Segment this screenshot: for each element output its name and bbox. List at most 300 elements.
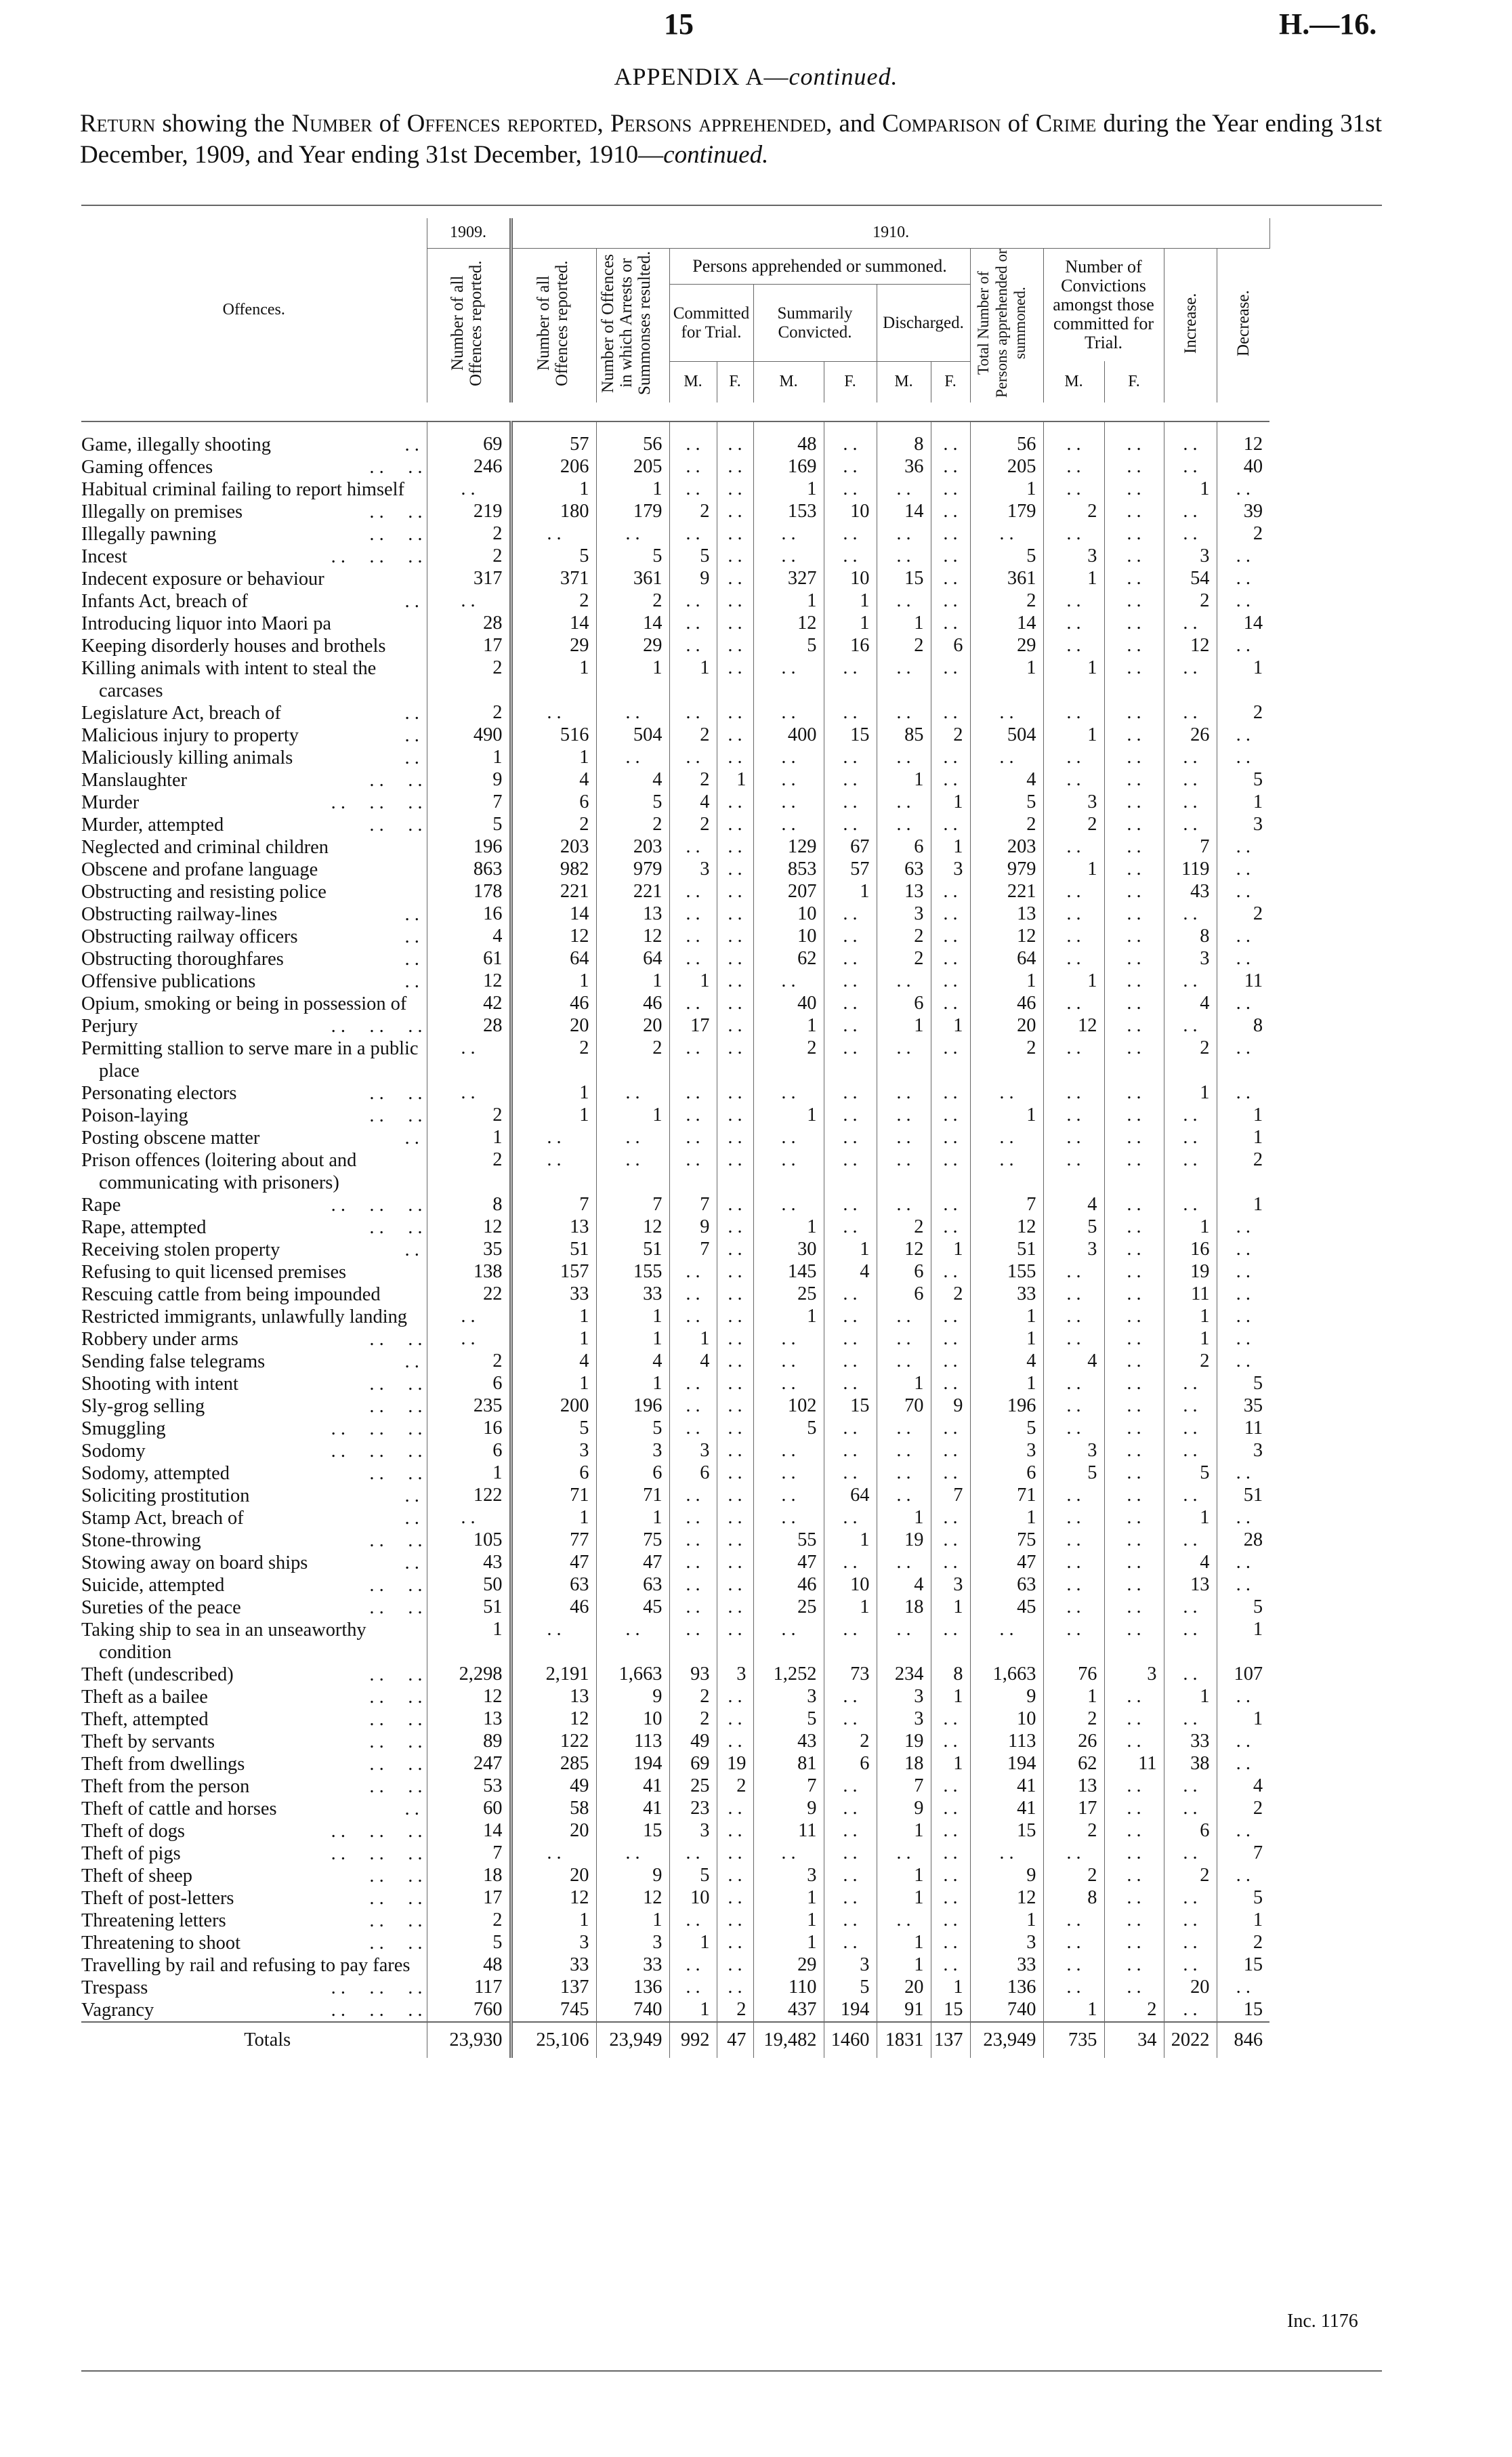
cell: 13 xyxy=(877,881,931,903)
cell: 2 xyxy=(824,1731,877,1753)
table-row xyxy=(81,1753,1382,1775)
cell: 10 xyxy=(824,568,877,590)
cell: . . xyxy=(931,993,970,1015)
table-row xyxy=(81,1485,1382,1507)
leader-dots: . . . . xyxy=(369,1865,423,1886)
cell: 8 xyxy=(1164,926,1217,948)
offence-name xyxy=(81,613,427,635)
table-row xyxy=(81,545,1382,568)
cell: 194 xyxy=(824,1999,877,2022)
cell: . . xyxy=(1164,1485,1217,1507)
cell: 1 xyxy=(511,1507,596,1529)
cell: . . xyxy=(1104,635,1164,657)
offence-label: Obstructing thoroughfares xyxy=(81,948,284,970)
table-row xyxy=(81,501,1382,523)
title-word: Offences reported xyxy=(406,110,597,138)
cell: . . xyxy=(717,1887,753,1909)
leader-dots: . . . . xyxy=(369,1462,423,1484)
cell: . . xyxy=(824,1082,877,1104)
cell: . . xyxy=(1104,881,1164,903)
cell: 15 xyxy=(824,724,877,747)
cell: 2 xyxy=(1043,1865,1104,1887)
cell: . . xyxy=(931,434,970,456)
leader-dots: . . . . xyxy=(369,1731,423,1752)
table-row xyxy=(81,1909,1382,1932)
cell: 75 xyxy=(970,1529,1043,1552)
cell: 1 xyxy=(669,657,717,702)
table-row xyxy=(81,1529,1382,1552)
cell: 1 xyxy=(669,970,717,993)
cell: 1 xyxy=(596,1373,669,1395)
cell: 1 xyxy=(1043,970,1104,993)
table-row xyxy=(81,613,1382,635)
cell: . . xyxy=(1217,1462,1269,1485)
cell: . . xyxy=(1104,1440,1164,1462)
offence-name xyxy=(81,1887,427,1909)
cell: 1 xyxy=(931,1015,970,1037)
cell: . . xyxy=(1043,1619,1104,1664)
cell: . . xyxy=(717,1820,753,1842)
cell: 13 xyxy=(970,903,1043,926)
cell: 8 xyxy=(1217,1015,1269,1037)
cell: 1 xyxy=(970,1373,1043,1395)
offence-label: Poison-laying xyxy=(81,1104,188,1126)
cell: . . xyxy=(1043,434,1104,456)
cell: 20 xyxy=(511,1820,596,1842)
offence-label: Threatening letters xyxy=(81,1909,226,1931)
cell: 8 xyxy=(1043,1887,1104,1909)
header-m: M. xyxy=(877,361,931,402)
cell: . . xyxy=(596,1619,669,1664)
cell: . . xyxy=(1217,1037,1269,1082)
leader-dots: . . . . xyxy=(369,769,423,791)
cell: 64 xyxy=(511,948,596,970)
cell: 3 xyxy=(824,1954,877,1977)
cell: . . xyxy=(931,568,970,590)
cell: . . xyxy=(1164,702,1217,724)
offence-label: Vagrancy xyxy=(81,1999,154,2021)
offence-label: Receiving stolen property xyxy=(81,1239,280,1260)
offence-name xyxy=(81,1977,427,1999)
cell: . . xyxy=(717,1239,753,1261)
cell: . . xyxy=(669,1574,717,1596)
table-row xyxy=(81,1350,1382,1373)
cell: 15 xyxy=(970,1820,1043,1842)
cell: 7 xyxy=(970,1194,1043,1216)
cell: 157 xyxy=(511,1261,596,1283)
cell: 30 xyxy=(753,1239,824,1261)
cell: 119 xyxy=(1164,859,1217,881)
cell: 15 xyxy=(1217,1999,1269,2022)
cell: 11 xyxy=(1217,970,1269,993)
cell: 1 xyxy=(753,1216,824,1239)
cell: 1 xyxy=(1164,1082,1217,1104)
cell: . . xyxy=(824,1127,877,1149)
leader-dots: . . . . . . xyxy=(331,545,423,567)
offence-name xyxy=(81,1037,427,1082)
cell: . . xyxy=(824,1462,877,1485)
cell: 2 xyxy=(1043,501,1104,523)
cell: 12 xyxy=(511,926,596,948)
cell: 1 xyxy=(669,1328,717,1350)
cell: 207 xyxy=(753,881,824,903)
cell: 2 xyxy=(1164,1865,1217,1887)
leader-dots: . . . . xyxy=(369,456,423,478)
cell: . . xyxy=(669,613,717,635)
cell: 3 xyxy=(596,1932,669,1954)
cell: 2 xyxy=(427,1104,511,1127)
cell: . . xyxy=(1164,1149,1217,1194)
cell: . . xyxy=(877,1552,931,1574)
cell: 178 xyxy=(427,881,511,903)
cell: 11 xyxy=(1164,1283,1217,1306)
cell: . . xyxy=(877,523,931,545)
cell: . . xyxy=(1043,881,1104,903)
cell: 41 xyxy=(596,1798,669,1820)
cell: . . xyxy=(877,1619,931,1664)
cell: . . xyxy=(1043,993,1104,1015)
header-offences-1910: Number of all Offences reported. xyxy=(534,260,571,386)
offence-label: Theft from the person xyxy=(81,1775,250,1797)
cell: . . xyxy=(824,1507,877,1529)
cell: 93 xyxy=(669,1664,717,1686)
cell: 7 xyxy=(1217,1842,1269,1865)
cell: . . xyxy=(1043,926,1104,948)
cell: . . xyxy=(1164,903,1217,926)
cell: 1 xyxy=(753,1015,824,1037)
total-cell: 34 xyxy=(1104,2022,1164,2058)
cell: . . xyxy=(931,1149,970,1194)
total-cell: 23,949 xyxy=(970,2022,1043,2058)
cell: 19 xyxy=(1164,1261,1217,1283)
cell: 1 xyxy=(753,478,824,501)
cell: 221 xyxy=(511,881,596,903)
cell: 1 xyxy=(753,1887,824,1909)
cell: . . xyxy=(717,1462,753,1485)
cell: . . xyxy=(669,1552,717,1574)
cell: . . xyxy=(753,1149,824,1194)
cell: 1 xyxy=(970,1104,1043,1127)
cell: . . xyxy=(1104,747,1164,769)
cell: 1 xyxy=(511,747,596,769)
leader-dots: . . . . xyxy=(369,1082,423,1104)
cell: . . xyxy=(669,1842,717,1865)
cell: . . xyxy=(717,859,753,881)
cell: 2 xyxy=(669,1708,717,1731)
cell: . . xyxy=(824,1909,877,1932)
cell: 35 xyxy=(427,1239,511,1261)
cell: . . xyxy=(753,702,824,724)
cell: 1 xyxy=(511,478,596,501)
cell: . . xyxy=(753,657,824,702)
cell: . . xyxy=(970,702,1043,724)
cell: 13 xyxy=(511,1686,596,1708)
cell: . . xyxy=(1164,1015,1217,1037)
cell: . . xyxy=(717,724,753,747)
offence-name xyxy=(81,635,427,657)
document-reference: H.—16. xyxy=(1279,7,1377,41)
total-cell: 137 xyxy=(931,2022,970,2058)
cell: 1 xyxy=(877,1887,931,1909)
cell: . . xyxy=(717,993,753,1015)
cell: . . xyxy=(717,970,753,993)
cell: . . xyxy=(1217,1865,1269,1887)
cell: . . xyxy=(717,1574,753,1596)
cell: 6 xyxy=(970,1462,1043,1485)
cell: 2 xyxy=(1043,1820,1104,1842)
cell: . . xyxy=(1043,1082,1104,1104)
cell: . . xyxy=(1043,1373,1104,1395)
cell: 4 xyxy=(970,769,1043,791)
cell: 1 xyxy=(1217,1127,1269,1149)
cell: . . xyxy=(1104,993,1164,1015)
cell: . . xyxy=(1043,1596,1104,1619)
cell: . . xyxy=(1217,926,1269,948)
cell: 3 xyxy=(511,1440,596,1462)
cell: 50 xyxy=(427,1574,511,1596)
title-word: Crime xyxy=(1035,110,1097,138)
cell: 1 xyxy=(970,1306,1043,1328)
leader-dots: . . . . xyxy=(369,1395,423,1417)
offence-name: Maliciously killing animals . . xyxy=(81,747,419,768)
cell: 1 xyxy=(596,657,669,702)
cell: 2 xyxy=(753,1037,824,1082)
cell: 4 xyxy=(596,1350,669,1373)
cell: 29 xyxy=(596,635,669,657)
cell: . . xyxy=(1104,791,1164,814)
cell: 46 xyxy=(511,993,596,1015)
cell: 46 xyxy=(511,1596,596,1619)
offence-name xyxy=(81,1104,427,1127)
cell: . . xyxy=(1104,1395,1164,1418)
cell: . . xyxy=(931,1037,970,1082)
cell: . . xyxy=(824,769,877,791)
cell: . . xyxy=(1043,1104,1104,1127)
cell: . . xyxy=(1217,1753,1269,1775)
cell: . . xyxy=(1043,769,1104,791)
cell: 2 xyxy=(1217,1798,1269,1820)
cell: . . xyxy=(970,1619,1043,1664)
cell: . . xyxy=(669,948,717,970)
cell: 91 xyxy=(877,1999,931,2022)
cell: 3 xyxy=(596,1440,669,1462)
cell: . . xyxy=(1043,1037,1104,1082)
cell: 740 xyxy=(596,1999,669,2022)
cell: 863 xyxy=(427,859,511,881)
cell: 12 xyxy=(970,1216,1043,1239)
cell: . . xyxy=(1217,724,1269,747)
cell: 14 xyxy=(427,1820,511,1842)
cell: . . xyxy=(1043,590,1104,613)
cell: 56 xyxy=(596,434,669,456)
cell: . . xyxy=(824,1015,877,1037)
cell: 56 xyxy=(970,434,1043,456)
cell: 85 xyxy=(877,724,931,747)
cell: 5 xyxy=(970,1418,1043,1440)
title-text: of xyxy=(1001,110,1036,138)
cell: . . xyxy=(753,1440,824,1462)
cell: 20 xyxy=(596,1015,669,1037)
offence-name xyxy=(81,1395,427,1418)
cell: 4 xyxy=(1043,1194,1104,1216)
cell: 196 xyxy=(427,836,511,859)
title-text: , and xyxy=(826,110,883,138)
cell: . . xyxy=(931,1619,970,1664)
cell: . . xyxy=(824,545,877,568)
cell: 2 xyxy=(511,590,596,613)
cell: 12 xyxy=(970,1887,1043,1909)
totals-label xyxy=(81,2022,427,2058)
cell: 61 xyxy=(427,948,511,970)
cell: . . xyxy=(970,747,1043,769)
cell: 1 xyxy=(931,1753,970,1775)
cell: . . xyxy=(931,1775,970,1798)
cell: 81 xyxy=(753,1753,824,1775)
header-m: M. xyxy=(669,361,717,402)
cell: . . xyxy=(1104,1373,1164,1395)
cell: 1 xyxy=(1217,1104,1269,1127)
header-summarily: Summarily Convicted. xyxy=(753,285,877,362)
total-cell: 846 xyxy=(1217,2022,1269,2058)
cell: 516 xyxy=(511,724,596,747)
offence-name xyxy=(81,1462,427,1485)
leader-dots: . . . . xyxy=(369,1328,423,1350)
cell: 2 xyxy=(669,1686,717,1708)
cell: 7 xyxy=(1164,836,1217,859)
cell: . . xyxy=(931,1127,970,1149)
cell: . . xyxy=(931,747,970,769)
cell: 102 xyxy=(753,1395,824,1418)
table-row xyxy=(81,1574,1382,1596)
offence-label: Legislature Act, breach of xyxy=(81,702,281,724)
leader-dots: . . . . xyxy=(369,1932,423,1954)
cell: 64 xyxy=(596,948,669,970)
leader-dots: . . . . . . xyxy=(331,1977,423,1998)
cell: 46 xyxy=(753,1574,824,1596)
cell: 36 xyxy=(877,456,931,478)
cell: . . xyxy=(1164,1440,1217,1462)
cell: 12 xyxy=(596,926,669,948)
cell: 15 xyxy=(931,1999,970,2022)
cell: . . xyxy=(669,1909,717,1932)
table-row xyxy=(81,1082,1382,1104)
cell: 234 xyxy=(877,1664,931,1686)
offence-label: Theft as a bailee xyxy=(81,1686,208,1708)
cell: . . xyxy=(669,456,717,478)
total-cell: 992 xyxy=(669,2022,717,2058)
leader-dots: . . . . xyxy=(369,1596,423,1618)
cell: . . xyxy=(669,1395,717,1418)
cell: . . xyxy=(669,1619,717,1664)
cell: . . xyxy=(1217,478,1269,501)
cell: . . xyxy=(877,545,931,568)
table-row xyxy=(81,1887,1382,1909)
cell: 196 xyxy=(970,1395,1043,1418)
cell: 4 xyxy=(1217,1775,1269,1798)
cell: . . xyxy=(717,1686,753,1708)
cell: 2 xyxy=(427,1909,511,1932)
cell: . . xyxy=(824,434,877,456)
offence-label: Travelling by rail and refusing to pay fares xyxy=(81,1954,411,1976)
cell: 12 xyxy=(970,926,1043,948)
cell: 153 xyxy=(753,501,824,523)
cell: 246 xyxy=(427,456,511,478)
cell: 25 xyxy=(753,1596,824,1619)
cell: 1 xyxy=(877,1373,931,1395)
cell: 2 xyxy=(669,769,717,791)
cell: . . xyxy=(1043,1261,1104,1283)
cell: 57 xyxy=(824,859,877,881)
leader-dots: . . . . xyxy=(369,1529,423,1551)
cell: . . xyxy=(1104,1418,1164,1440)
cell: . . xyxy=(824,1283,877,1306)
cell: . . xyxy=(931,948,970,970)
cell: . . xyxy=(1164,814,1217,836)
table-row xyxy=(81,1507,1382,1529)
cell: . . xyxy=(1217,747,1269,769)
offence-label: Opium, smoking or being in possession of xyxy=(81,993,407,1014)
cell: . . xyxy=(824,1865,877,1887)
cell: 2 xyxy=(1043,814,1104,836)
cell: 1 xyxy=(970,657,1043,702)
cell: 12 xyxy=(596,1216,669,1239)
cell: . . xyxy=(931,702,970,724)
cell: . . xyxy=(427,1082,511,1104)
cell: . . xyxy=(1043,948,1104,970)
offence-name xyxy=(81,1015,427,1037)
cell: 4 xyxy=(669,1350,717,1373)
cell: . . xyxy=(931,523,970,545)
cell: . . xyxy=(824,747,877,769)
cell: 5 xyxy=(596,1418,669,1440)
offence-name xyxy=(81,1373,427,1395)
cell: 11 xyxy=(1104,1753,1164,1775)
cell: 3 xyxy=(970,1932,1043,1954)
cell: 1 xyxy=(753,1932,824,1954)
cell: 33 xyxy=(596,1283,669,1306)
cell: . . xyxy=(1217,1686,1269,1708)
cell: . . xyxy=(877,791,931,814)
table-row xyxy=(81,1462,1382,1485)
cell: 15 xyxy=(596,1820,669,1842)
cell: 2 xyxy=(427,523,511,545)
cell: . . xyxy=(717,948,753,970)
cell: . . xyxy=(1104,1283,1164,1306)
offence-name xyxy=(81,1753,427,1775)
cell: . . xyxy=(824,791,877,814)
cell: 5 xyxy=(1217,1887,1269,1909)
table-row xyxy=(81,657,1382,702)
cell: . . xyxy=(1104,1932,1164,1954)
cell: 5 xyxy=(970,545,1043,568)
cell: . . xyxy=(1164,1395,1217,1418)
cell: . . xyxy=(669,1261,717,1283)
cell: 504 xyxy=(970,724,1043,747)
offence-name: Posting obscene matter . . xyxy=(81,1127,419,1149)
cell: . . xyxy=(717,926,753,948)
offence-name xyxy=(81,1574,427,1596)
cell: . . xyxy=(753,747,824,769)
table-row xyxy=(81,881,1382,903)
cell: 10 xyxy=(596,1708,669,1731)
cell: . . xyxy=(1043,903,1104,926)
cell: . . xyxy=(753,1328,824,1350)
cell: . . xyxy=(1217,1977,1269,1999)
cell: 745 xyxy=(511,1999,596,2022)
cell: 2 xyxy=(1043,1708,1104,1731)
offence-label: Stamp Act, breach of xyxy=(81,1507,244,1529)
cell: . . xyxy=(1104,590,1164,613)
